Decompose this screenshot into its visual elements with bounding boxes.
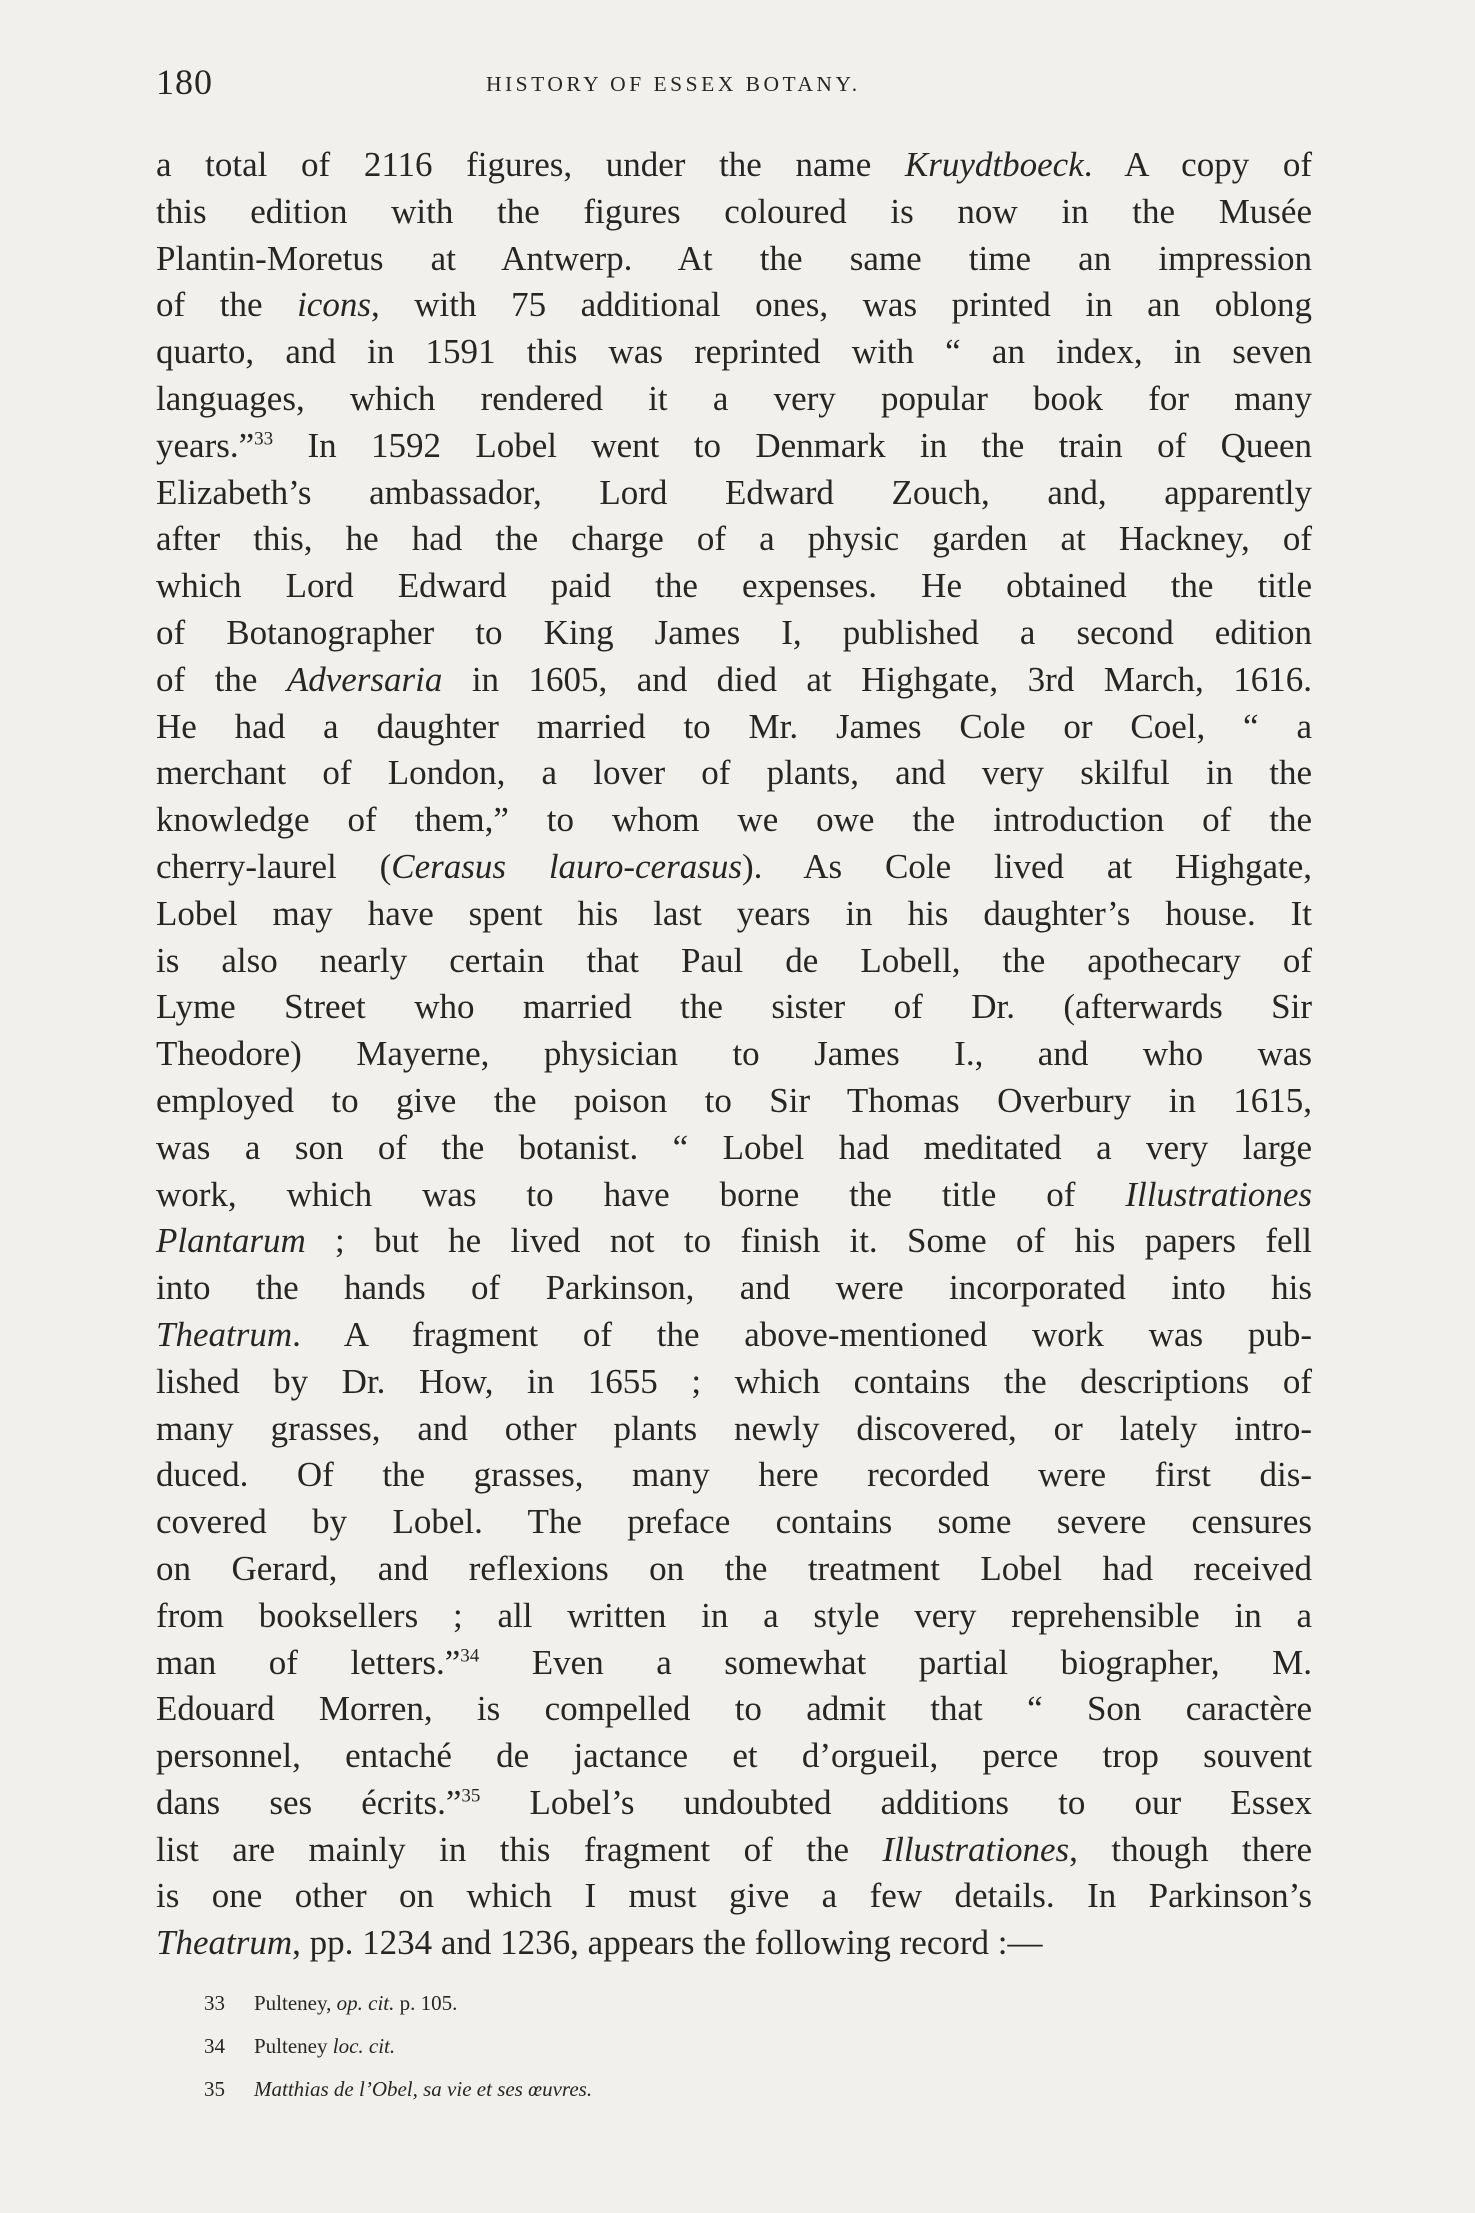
footnote-text: Matthias de l’Obel, sa vie et ses œuvres. xyxy=(254,2077,593,2101)
text-line: cherry-laurel (Cerasus lauro-cerasus). As Cole lived at Highgate, xyxy=(156,846,1312,886)
text-line: merchant of London, a lover of plants, and very skilful in the xyxy=(156,753,1312,793)
text-line: many grasses, and other plants newly discovered, or lately intro- xyxy=(156,1408,1312,1448)
text-line: employed to give the poison to Sir Thomas Overbury in 1615, xyxy=(156,1080,1312,1120)
footnote xyxy=(204,2068,1204,2111)
text-line: on Gerard, and reflexions on the treatment Lobel had received xyxy=(156,1548,1312,1588)
text-line: Theatrum. A fragment of the above-mentioned work was pub- xyxy=(156,1314,1312,1354)
text-line: which Lord Edward paid the expenses. He obtained the title xyxy=(156,566,1312,606)
footnote-text: Pulteney, op. cit. p. 105. xyxy=(254,1991,458,2015)
text-line: of Botanographer to King James I, published a second edition xyxy=(156,612,1312,652)
text-line: duced. Of the grasses, many here recorded were first dis- xyxy=(156,1455,1312,1495)
footnote-number: 35 xyxy=(204,2077,225,2101)
text-line: dans ses écrits.”$^{35}$ Lobel’s undoubted additions to our Essex xyxy=(156,1782,1312,1822)
text-line: into the hands of Parkinson, and were incorporated into his xyxy=(156,1268,1312,1308)
text-line: list are mainly in this fragment of the Illustrationes, though there xyxy=(156,1829,1312,1869)
text-line: years.”$^{33}$ In 1592 Lobel went to Denmark in the train of Queen xyxy=(156,425,1312,465)
text-line: languages, which rendered it a very popular book for many xyxy=(156,378,1312,418)
text-line: Edouard Morren, is compelled to admit that “ Son caractère xyxy=(156,1689,1312,1729)
body-text xyxy=(156,142,1312,1967)
footnotes xyxy=(204,1982,1204,2111)
text-line: man of letters.”$^{34}$ Even a somewhat partial biographer, M. xyxy=(156,1642,1312,1682)
running-title: HISTORY OF ESSEX BOTANY. xyxy=(486,72,861,96)
footnote-number: 34 xyxy=(204,2034,225,2058)
footnote-text: Pulteney loc. cit. xyxy=(254,2034,396,2058)
page-number: 180 xyxy=(156,62,213,102)
text-line: this edition with the figures coloured is now in the Musée xyxy=(156,191,1312,231)
text-line: of the Adversaria in 1605, and died at Highgate, 3rd March, 1616. xyxy=(156,659,1312,699)
text-line: personnel, entaché de jactance et d’orgueil, perce trop souvent xyxy=(156,1736,1312,1776)
text-line: Lobel may have spent his last years in his daughter’s house. It xyxy=(156,893,1312,933)
text-line: knowledge of them,” to whom we owe the introduction of the xyxy=(156,800,1312,840)
text-line: work, which was to have borne the title of Illustrationes xyxy=(156,1174,1312,1214)
text-line: is one other on which I must give a few details. In Parkinson’s xyxy=(156,1876,1312,1916)
text-line: is also nearly certain that Paul de Lobell, the apothecary of xyxy=(156,940,1312,980)
text-line: lished by Dr. How, in 1655 ; which contains the descriptions of xyxy=(156,1361,1312,1401)
text-line: covered by Lobel. The preface contains some severe censures xyxy=(156,1502,1312,1542)
text-line: after this, he had the charge of a physic garden at Hackney, of xyxy=(156,519,1312,559)
text-line: quarto, and in 1591 this was reprinted with “ an index, in seven xyxy=(156,332,1312,372)
text-line: Theatrum, pp. 1234 and 1236, appears the following record :— xyxy=(156,1923,1043,1963)
text-line: Theodore) Mayerne, physician to James I., and who was xyxy=(156,1034,1312,1074)
text-line: Lyme Street who married the sister of Dr. (afterwards Sir xyxy=(156,987,1312,1027)
footnote xyxy=(204,1982,1204,2025)
running-head xyxy=(156,58,1317,106)
text-line: Plantin-Moretus at Antwerp. At the same time an impression xyxy=(156,238,1312,278)
text-line: of the icons, with 75 additional ones, was printed in an oblong xyxy=(156,285,1312,325)
text-line: Plantarum ; but he lived not to finish it. Some of his papers fell xyxy=(156,1221,1312,1261)
text-line: a total of 2116 figures, under the name Kruydtboeck. A copy of xyxy=(156,145,1313,184)
footnote xyxy=(204,2025,1204,2068)
text-line: was a son of the botanist. “ Lobel had meditated a very large xyxy=(156,1127,1312,1167)
text-line: He had a daughter married to Mr. James Cole or Coel, “ a xyxy=(156,706,1312,746)
text-line: from booksellers ; all written in a style very reprehensible in a xyxy=(156,1595,1312,1635)
footnote-number: 33 xyxy=(204,1991,225,2015)
text-line: Elizabeth’s ambassador, Lord Edward Zouch, and, apparently xyxy=(156,472,1312,512)
